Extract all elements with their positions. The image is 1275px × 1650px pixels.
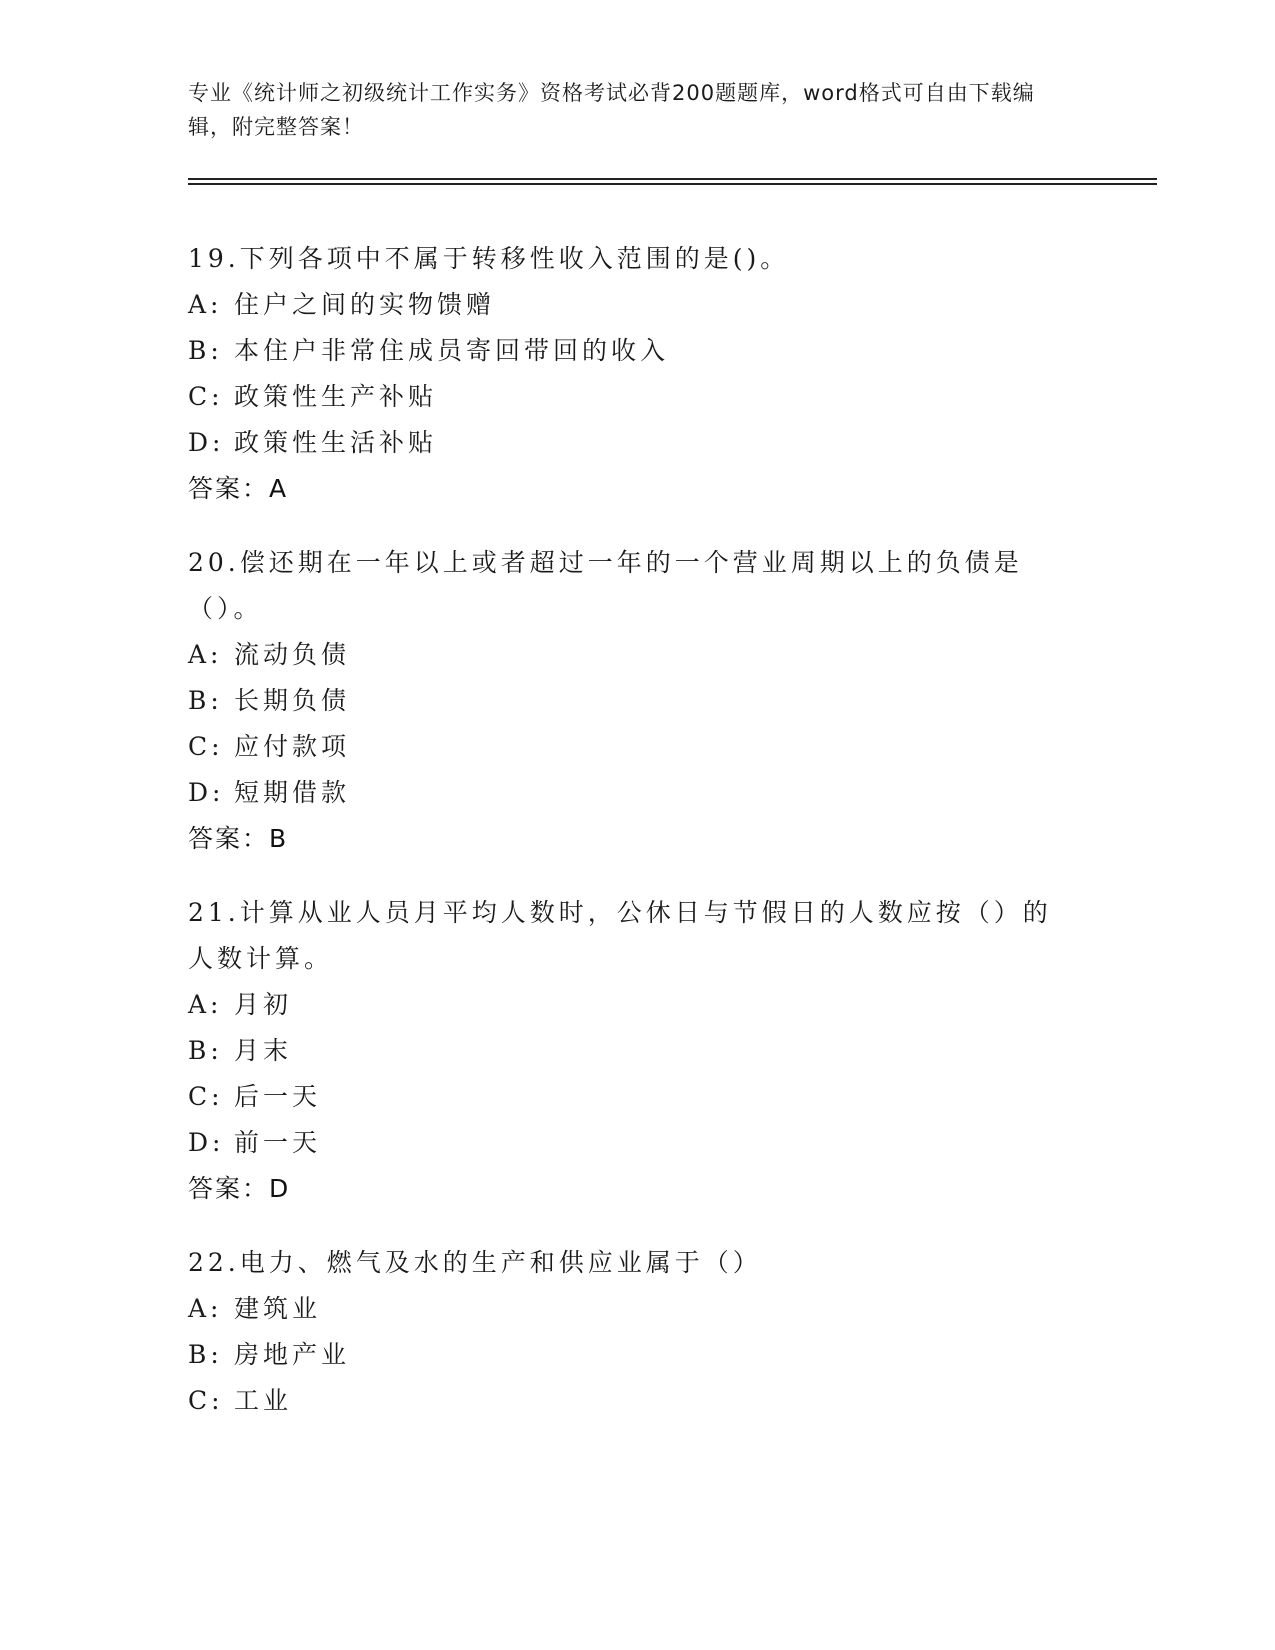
option-letter: B: — [188, 1340, 223, 1369]
option-letter: B: — [188, 336, 223, 365]
option-a — [188, 982, 1088, 1028]
question-title: 20.偿还期在一年以上或者超过一年的一个营业周期以上的负债是（）。 — [188, 548, 1023, 623]
question-19 — [188, 236, 1088, 512]
option-c — [188, 1378, 1088, 1424]
option-letter: A: — [188, 990, 223, 1019]
question-title: 21.计算从业人员月平均人数时，公休日与节假日的人数应按（）的人数计算。 — [188, 898, 1052, 973]
option-letter: A: — [188, 290, 223, 319]
answer-line: 答案：D — [188, 1174, 291, 1203]
question-title: 22.电力、燃气及水的生产和供应业属于（） — [188, 1248, 762, 1277]
option-letter: C: — [188, 1386, 224, 1415]
question-21 — [188, 890, 1088, 1212]
option-letter: D: — [188, 1128, 225, 1157]
option-b — [188, 678, 1088, 724]
option-text: 前一天 — [234, 1128, 322, 1157]
option-text: 本住户非常住成员寄回带回的收入 — [234, 336, 670, 365]
option-letter: B: — [188, 1036, 223, 1065]
option-b — [188, 1028, 1088, 1074]
option-letter: D: — [188, 428, 225, 457]
question-20 — [188, 540, 1088, 862]
option-text: 住户之间的实物馈赠 — [234, 290, 496, 319]
option-text: 后一天 — [234, 1082, 322, 1111]
option-a — [188, 632, 1088, 678]
option-d — [188, 1120, 1088, 1166]
option-letter: C: — [188, 732, 224, 761]
option-text: 政策性生活补贴 — [234, 428, 438, 457]
option-text: 流动负债 — [234, 640, 351, 669]
option-b — [188, 1332, 1088, 1378]
answer-line: 答案：A — [188, 474, 289, 503]
option-text: 短期借款 — [234, 778, 351, 807]
question-title: 19.下列各项中不属于转移性收入范围的是()。 — [188, 244, 790, 273]
option-a — [188, 282, 1088, 328]
option-c — [188, 1074, 1088, 1120]
option-a — [188, 1286, 1088, 1332]
option-d — [188, 420, 1088, 466]
header-rule-top — [188, 178, 1157, 180]
option-text: 月末 — [234, 1036, 293, 1065]
option-d — [188, 770, 1088, 816]
option-letter: C: — [188, 382, 224, 411]
header-rule-bottom — [188, 183, 1157, 185]
option-c — [188, 374, 1088, 420]
answer-line: 答案：B — [188, 824, 289, 853]
option-text: 长期负债 — [234, 686, 351, 715]
option-text: 月初 — [234, 990, 293, 1019]
question-22 — [188, 1240, 1088, 1424]
option-letter: B: — [188, 686, 223, 715]
document-header: 专业《统计师之初级统计工作实务》资格考试必背200题题库，word格式可自由下载编辑，附完整答案！ — [188, 81, 1035, 139]
option-b — [188, 328, 1088, 374]
option-text: 应付款项 — [234, 732, 351, 761]
option-text: 建筑业 — [234, 1294, 322, 1323]
option-letter: D: — [188, 778, 225, 807]
option-letter: A: — [188, 640, 223, 669]
option-letter: A: — [188, 1294, 223, 1323]
question-list — [188, 236, 1088, 1452]
option-text: 工业 — [234, 1386, 293, 1415]
option-text: 政策性生产补贴 — [234, 382, 438, 411]
option-text: 房地产业 — [234, 1340, 351, 1369]
option-letter: C: — [188, 1082, 224, 1111]
option-c — [188, 724, 1088, 770]
